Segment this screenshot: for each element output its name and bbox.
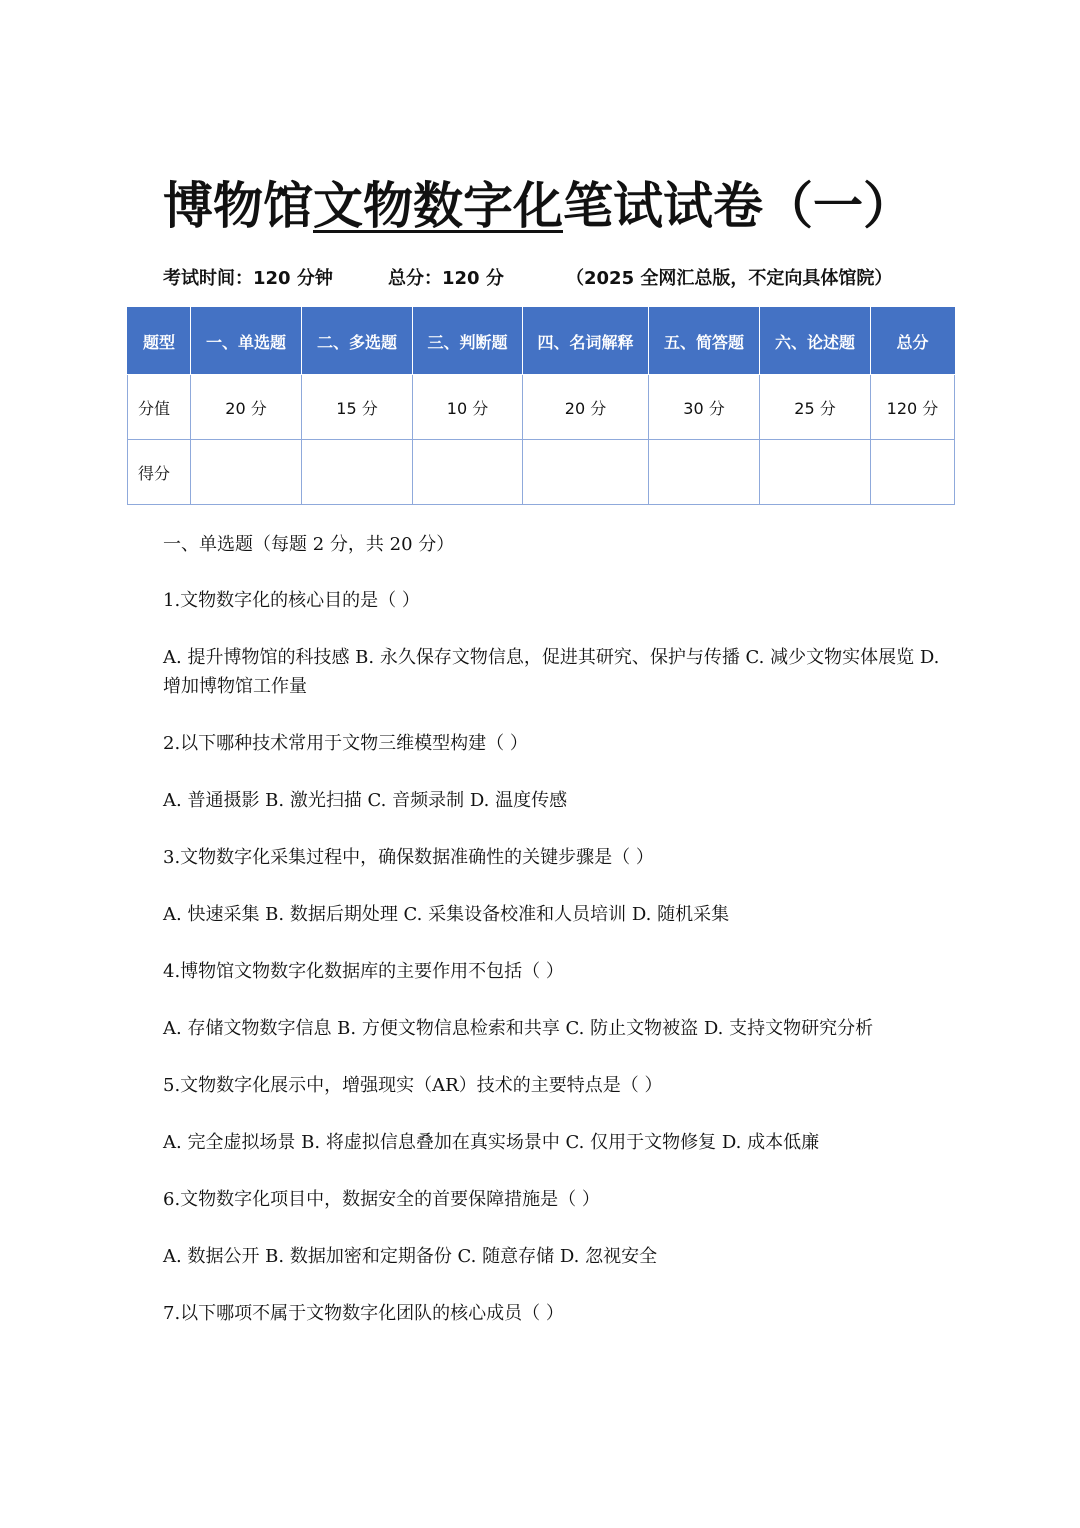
table-cell: 30 分: [649, 375, 760, 440]
question-options: A. 存储文物数字信息 B. 方便文物信息检索和共享 C. 防止文物被盗 D. 支持文物研究分析: [163, 1018, 874, 1039]
question-text: 5.文物数字化展示中，增强现实（AR）技术的主要特点是（ ）: [163, 1075, 663, 1096]
question-options: A. 快速采集 B. 数据后期处理 C. 采集设备校准和人员培训 D. 随机采集: [163, 904, 730, 925]
question-text: 7.以下哪项不属于文物数字化团队的核心成员（ ）: [163, 1303, 564, 1324]
exam-total: 总分：120 分: [388, 268, 504, 289]
table-cell: [413, 440, 523, 505]
table-cell: [191, 440, 302, 505]
header-cell: 题型: [128, 308, 191, 375]
table-cell: [871, 440, 955, 505]
title-part-3: 笔试试卷（一）: [563, 177, 913, 235]
header-cell: 总分: [871, 308, 955, 375]
table-cell: 15 分: [302, 375, 413, 440]
table-cell: [649, 440, 760, 505]
title-part-2-underlined: 文物数字化: [313, 177, 563, 235]
table-cell: [523, 440, 649, 505]
question-options: A. 普通摄影 B. 激光扫描 C. 音频录制 D. 温度传感: [163, 790, 568, 811]
question-options: A. 数据公开 B. 数据加密和定期备份 C. 随意存储 D. 忽视安全: [163, 1246, 658, 1267]
table-cell: 10 分: [413, 375, 523, 440]
table-header-row: [128, 308, 955, 375]
table-cell: [760, 440, 871, 505]
page-title: [163, 168, 913, 244]
header-cell: 二、多选题: [302, 308, 413, 375]
question-text: 2.以下哪种技术常用于文物三维模型构建（ ）: [163, 733, 528, 754]
header-cell: 一、单选题: [191, 308, 302, 375]
table-cell: 25 分: [760, 375, 871, 440]
question-text: 6.文物数字化项目中，数据安全的首要保障措施是（ ）: [163, 1189, 600, 1210]
table-cell: [302, 440, 413, 505]
question-options: A. 完全虚拟场景 B. 将虚拟信息叠加在真实场景中 C. 仅用于文物修复 D. 成本低廉: [163, 1132, 820, 1153]
question-text: 1.文物数字化的核心目的是（ ）: [163, 590, 420, 611]
table-row-score-got: [128, 440, 955, 505]
section-heading: 一、单选题（每题 2 分，共 20 分）: [163, 534, 455, 555]
table-cell: 20 分: [523, 375, 649, 440]
table-cell: 分值: [128, 375, 191, 440]
question-options: A. 提升博物馆的科技感 B. 永久保存文物信息，促进其研究、保护与传播 C. 减少文物实体展览 D. 增加博物馆工作量: [163, 647, 940, 697]
table-cell: 120 分: [871, 375, 955, 440]
table-row-score-value: [128, 375, 955, 440]
table-cell: 20 分: [191, 375, 302, 440]
exam-note: （2025 全网汇总版，不定向具体馆院）: [566, 268, 893, 289]
score-table: [127, 307, 955, 505]
question-text: 3.文物数字化采集过程中，确保数据准确性的关键步骤是（ ）: [163, 847, 654, 868]
table-cell: 得分: [128, 440, 191, 505]
header-cell: 四、名词解释: [523, 308, 649, 375]
question-text: 4.博物馆文物数字化数据库的主要作用不包括（ ）: [163, 961, 564, 982]
header-cell: 五、简答题: [649, 308, 760, 375]
header-cell: 三、判断题: [413, 308, 523, 375]
header-cell: 六、论述题: [760, 308, 871, 375]
question-section: [163, 530, 943, 1356]
exam-time: 考试时间：120 分钟: [163, 268, 333, 289]
title-part-1: 博物馆: [163, 177, 313, 235]
